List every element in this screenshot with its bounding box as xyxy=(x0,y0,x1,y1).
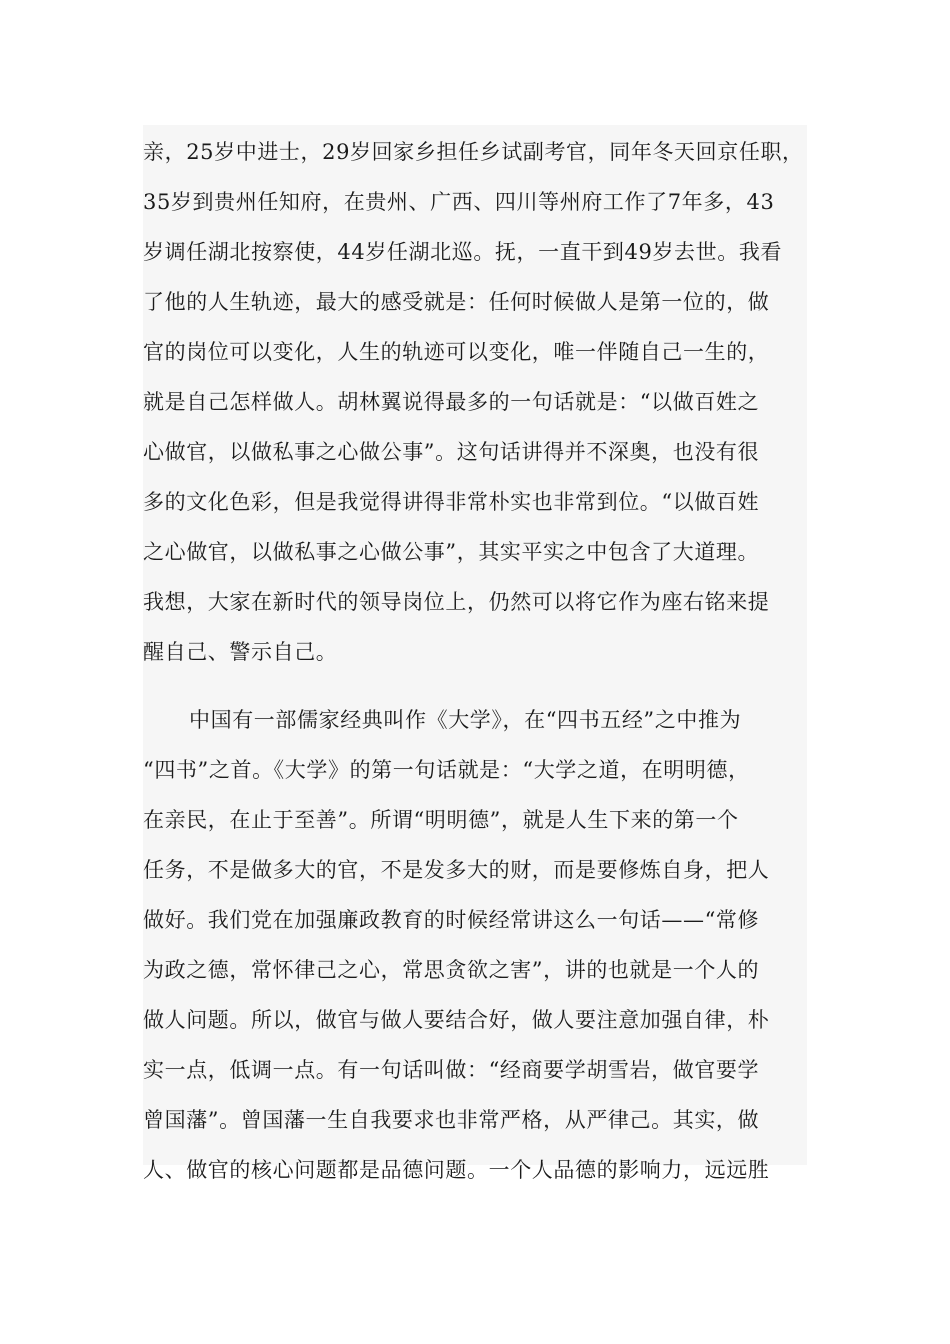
paragraph-1-line-4: 了他的人生轨迹，最大的感受就是：任何时候做人是第一位的，做 xyxy=(143,290,770,314)
paragraph-1-line-2: 35岁到贵州任知府，在贵州、广西、四川等州府工作了7年多，43 xyxy=(143,190,775,214)
paragraph-1-line-8: 多的文化色彩，但是我觉得讲得非常朴实也非常到位。“以做百姓 xyxy=(143,490,760,514)
paragraph-2-line-10: 人、做官的核心问题都是品德问题。一个人品德的影响力，远远胜 xyxy=(143,1158,770,1182)
paragraph-1-line-7: 心做官，以做私事之心做公事”。这句话讲得并不深奥，也没有很 xyxy=(143,440,760,464)
paragraph-2-line-2: “四书”之首。《大学》的第一句话就是：“大学之道，在明明德， xyxy=(143,758,750,782)
paragraph-1-line-1: 亲，25岁中进士，29岁回家乡担任乡试副考官，同年冬天回京任职， xyxy=(143,140,804,164)
paragraph-1-line-10: 我想，大家在新时代的领导岗位上，仍然可以将它作为座右铭来提 xyxy=(143,590,770,614)
paragraph-2-line-5: 做好。我们党在加强廉政教育的时候经常讲这么一句话——“常修 xyxy=(143,908,760,932)
paragraph-2-line-6: 为政之德，常怀律己之心，常思贪欲之害”，讲的也就是一个人的 xyxy=(143,958,760,982)
paragraph-1-line-11: 醒自己、警示自己。 xyxy=(143,640,338,664)
paragraph-1-line-5: 官的岗位可以变化，人生的轨迹可以变化，唯一伴随自己一生的， xyxy=(143,340,770,364)
paragraph-1-line-6: 就是自己怎样做人。胡林翼说得最多的一句话就是：“以做百姓之 xyxy=(143,390,760,414)
paragraph-2-line-4: 任务，不是做多大的官，不是发多大的财，而是要修炼自身，把人 xyxy=(143,858,770,882)
paragraph-2-line-1: 中国有一部儒家经典叫作《大学》，在“四书五经”之中推为 xyxy=(189,708,742,732)
paragraph-1-line-9: 之心做官，以做私事之心做公事”，其实平实之中包含了大道理。 xyxy=(143,540,760,564)
paragraph-2-line-3: 在亲民，在止于至善”。所谓“明明德”，就是人生下来的第一个 xyxy=(143,808,739,832)
paragraph-2-line-7: 做人问题。所以，做官与做人要结合好，做人要注意加强自律，朴 xyxy=(143,1008,770,1032)
document-text-block xyxy=(143,125,807,1182)
paragraph-2-line-9: 曾国藩”。曾国藩一生自我要求也非常严格，从严律己。其实，做 xyxy=(143,1108,760,1132)
paragraph-1-line-3: 岁调任湖北按察使，44岁任湖北巡。抚，一直干到49岁去世。我看 xyxy=(143,240,783,264)
paragraph-2-line-8: 实一点，低调一点。有一句话叫做：“经商要学胡雪岩，做官要学 xyxy=(143,1058,760,1082)
